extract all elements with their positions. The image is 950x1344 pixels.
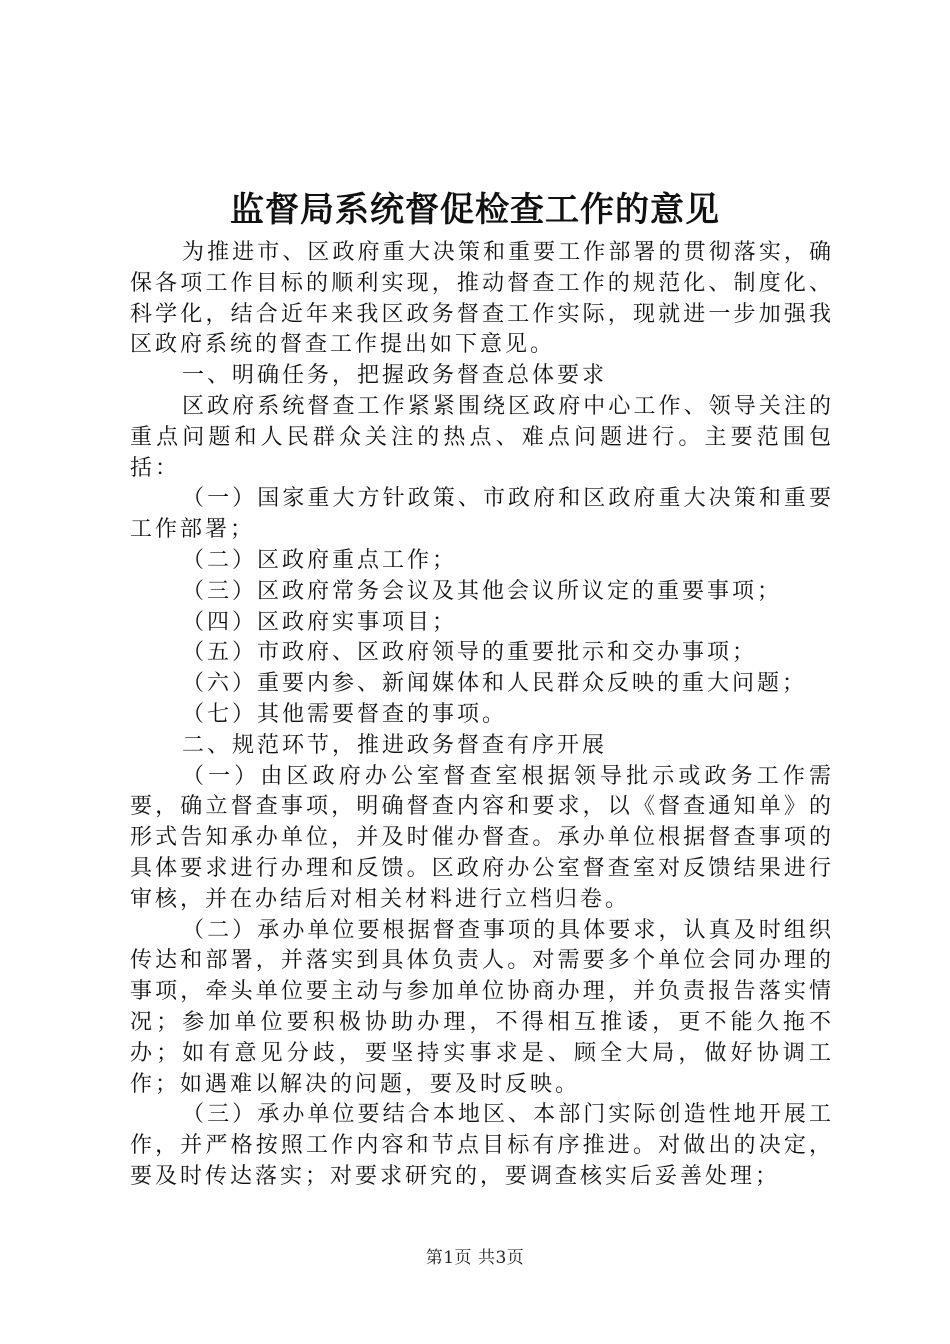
list-item-3: （三）区政府常务会议及其他会议所议定的重要事项；: [182, 578, 783, 604]
document-body: [130, 238, 834, 1193]
list-item-1: （一）国家重大方针政策、市政府和区政府重大决策和重要工作部署；: [130, 486, 834, 543]
list-item-4: （四）区政府实事项目；: [182, 609, 458, 635]
list-item-6: （六）重要内参、新闻媒体和人民群众反映的重大问题；: [182, 671, 808, 697]
document-title: 监督局系统督促检查工作的意见: [230, 190, 720, 230]
list-item-2: （二）区政府重点工作；: [182, 547, 458, 573]
section-heading-1: 一、明确任务，把握政务督查总体要求: [182, 363, 608, 389]
list-item-7: （七）其他需要督查的事项。: [182, 701, 508, 727]
paragraph-scope: 区政府系统督查工作紧紧围绕区政府中心工作、领导关注的重点问题和人民群众关注的热点、难点问题进行。主要范围包括：: [130, 393, 834, 481]
procedure-paragraph-2: （二）承办单位要根据督查事项的具体要求，认真及时组织传达和部署，并落实到具体负责人。对需要多个单位会同办理的事项，牵头单位要主动与参加单位协商办理，并负责报告落实情况；参加单位要积极协助办理，不得相互推诿，更不能久拖不办；如有意见分歧，要坚持实事求是、顾全大局，做好协调工作；如遇难以解决的问题，要及时反映。: [130, 917, 834, 1097]
procedure-paragraph-3: （三）承办单位要结合本地区、本部门实际创造性地开展工作，并严格按照工作内容和节点目标有序推进。对做出的决定，要及时传达落实；对要求研究的，要调查核实后妥善处理；: [130, 1102, 834, 1189]
section-heading-2: 二、规范环节，推进政务督查有序开展: [182, 732, 608, 758]
page-number-footer: 第1页 共3页: [425, 1248, 525, 1268]
list-item-5: （五）市政府、区政府领导的重要批示和交办事项；: [182, 640, 758, 666]
procedure-paragraph-1: （一）由区政府办公室督查室根据领导批示或政务工作需要，确立督查事项，明确督查内容和要求，以《督查通知单》的形式告知承办单位，并及时催办督查。承办单位根据督查事项的具体要求进行办理和反馈。区政府办公室督查室对反馈结果进行审核，并在办结后对相关材料进行立档归卷。: [130, 763, 834, 912]
paragraph-intro: 为推进市、区政府重大决策和重要工作部署的贯彻落实，确保各项工作目标的顺利实现，推动督查工作的规范化、制度化、科学化，结合近年来我区政务督查工作实际，现就进一步加强我区政府系统的督查工作提出如下意见。: [130, 240, 834, 358]
